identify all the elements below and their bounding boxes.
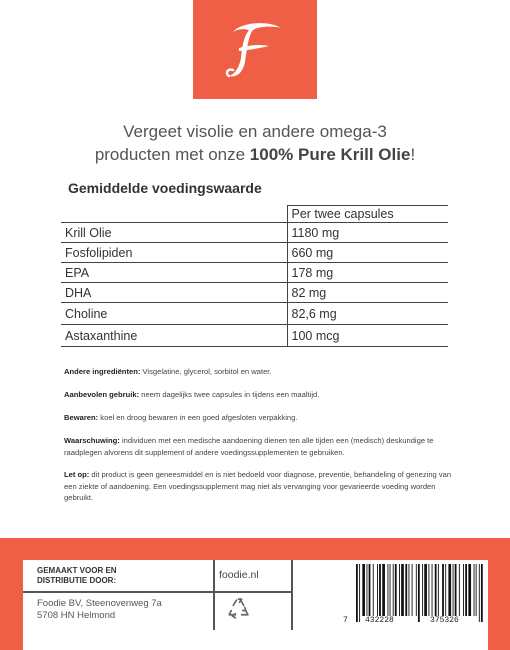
barcode-bar <box>465 564 467 616</box>
barcode-bar <box>356 564 358 622</box>
storage-label: Bewaren: <box>64 413 99 422</box>
barcode-bar <box>409 564 410 616</box>
barcode-bar <box>442 564 444 616</box>
barcode-bar <box>428 564 429 616</box>
brand-logo <box>193 0 317 99</box>
barcode-bar <box>435 564 437 616</box>
recycle-icon <box>226 596 251 621</box>
barcode-bar <box>463 564 464 616</box>
nutrient-name: Astaxanthine <box>61 325 287 347</box>
nutrient-value: 82,6 mg <box>287 303 448 325</box>
barcode-bar <box>369 564 371 616</box>
table-row <box>61 223 448 243</box>
table-column-header: Per twee capsules <box>287 206 448 223</box>
table-row <box>61 263 448 283</box>
nutrient-name: Krill Olie <box>61 223 287 243</box>
barcode-bar <box>373 564 374 616</box>
barcode-group2: 375326 <box>430 616 459 625</box>
barcode-bar <box>362 564 365 616</box>
headline-line2-suffix: ! <box>410 145 416 164</box>
barcode-bar <box>422 564 423 616</box>
barcode-bar <box>459 564 460 616</box>
nutrient-name: EPA <box>61 263 287 283</box>
barcode-bar <box>479 564 480 622</box>
foodie-f-logo-icon <box>223 18 287 82</box>
ingredients-label: Andere ingrediënten: <box>64 367 141 376</box>
company-address: Foodie BV, Steenovenweg 7a 5708 HN Helmond <box>37 598 162 621</box>
storage-text: Bewaren: koel en droog bewaren in een goed afgesloten verpakking. <box>64 413 298 422</box>
headline-product-name: 100% Pure Krill Olie <box>249 145 411 164</box>
headline-line2 <box>0 143 510 166</box>
barcode-bar <box>377 564 378 616</box>
table-header-row <box>61 206 448 223</box>
barcode-bar <box>399 564 400 616</box>
barcode-bar <box>388 564 389 616</box>
barcode-bar <box>359 564 360 622</box>
barcode-bar <box>432 564 433 616</box>
warning-label: Waarschuwing: <box>64 436 120 445</box>
nutrient-name: Fosfolipiden <box>61 243 287 263</box>
barcode-bar <box>405 564 407 616</box>
warning-text: Waarschuwing: individuen met een medische aandoening dienen ten alle tijden een (medisch) deskundige te raadplegen alvorens dit supplement of andere voedingssupplementen te gebruiken. <box>64 436 434 457</box>
barcode-bar <box>401 564 404 616</box>
barcode-bar <box>390 564 391 616</box>
barcode-bar <box>468 564 471 616</box>
note-text: Let op: dit product is geen geneesmiddel en is niet bedoeld voor diagnose, preventie, behandeling of genezing van een ziekte of aandoening. Een voedingssupplement mag niet als vervanging voor gevarieerde voeding worden gebruikt. <box>64 470 452 502</box>
divider <box>291 560 293 630</box>
table-row <box>61 303 448 325</box>
barcode-bar <box>393 564 394 616</box>
nutrition-table <box>61 205 448 347</box>
barcode-bar <box>453 564 454 616</box>
usage-label: Aanbevolen gebruik: <box>64 390 140 399</box>
divider <box>213 560 215 630</box>
headline-line1: Vergeet visolie en andere omega-3 <box>123 122 387 141</box>
nutrition-table-title: Gemiddelde voedingswaarde <box>68 180 262 196</box>
nutrient-name: DHA <box>61 283 287 303</box>
website-text: foodie.nl <box>219 569 259 581</box>
nutrient-name: Choline <box>61 303 287 325</box>
barcode-bar <box>476 564 477 616</box>
barcode-bar <box>395 564 397 616</box>
table-row <box>61 325 448 347</box>
barcode-bar <box>481 564 483 622</box>
table-row <box>61 243 448 263</box>
nutrient-value: 82 mg <box>287 283 448 303</box>
headline <box>0 120 510 166</box>
barcode-digit-first: 7 <box>343 616 348 625</box>
barcode-bar <box>424 564 427 616</box>
table-row <box>61 283 448 303</box>
barcode-bar <box>474 564 475 616</box>
barcode-bar <box>438 564 439 616</box>
barcode-bar <box>445 564 446 616</box>
barcode-bar <box>418 564 420 622</box>
nutrient-value: 178 mg <box>287 263 448 283</box>
barcode-group1: 432228 <box>365 616 394 625</box>
note-label: Let op: <box>64 470 90 479</box>
barcode-bar <box>379 564 381 616</box>
usage-text: Aanbevolen gebruik: neem dagelijks twee capsules in tijdens een maaltijd. <box>64 390 320 399</box>
made-for-label: GEMAAKT VOOR EN DISTRIBUTIE DOOR: <box>37 566 117 585</box>
ingredients-text: Andere ingrediënten: Visgelatine, glycerol, sorbitol en water. <box>64 367 272 376</box>
barcode-bar <box>412 564 413 616</box>
barcode-bar <box>455 564 457 616</box>
nutrient-value: 660 mg <box>287 243 448 263</box>
headline-line2-prefix: producten met onze <box>94 145 250 164</box>
table-header-empty <box>61 206 287 223</box>
barcode-bar <box>367 564 368 616</box>
divider <box>23 591 291 593</box>
nutrient-value: 1180 mg <box>287 223 448 243</box>
barcode-bar <box>416 564 417 616</box>
barcode-bar <box>382 564 385 616</box>
barcode-bar <box>448 564 451 616</box>
nutrient-value: 100 mcg <box>287 325 448 347</box>
